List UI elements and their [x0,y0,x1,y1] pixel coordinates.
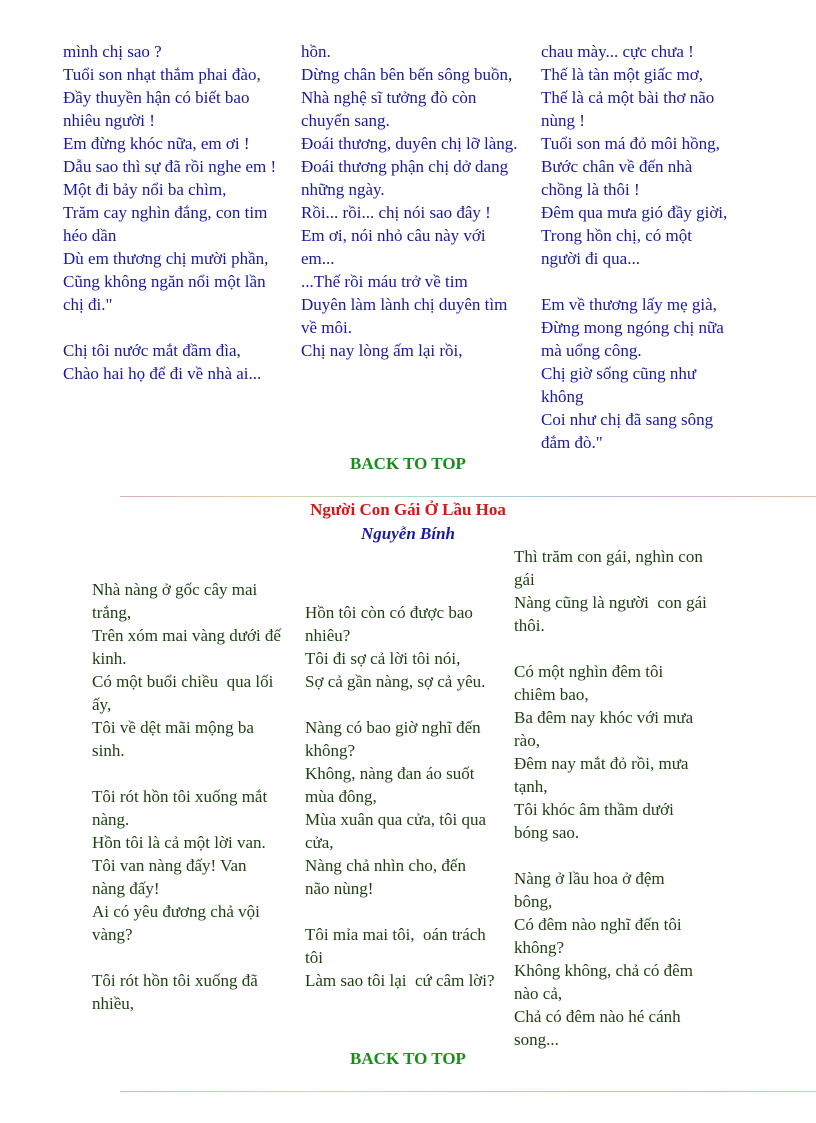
poem-column-1: mình chị sao ? Tuổi son nhạt thắm phai đào, Đầy thuyền hận có biết bao nhiêu người ! Em đừng khóc nữa, em ơi ! Dẫu sao thì sự đã rồi nghe em ! Một đi bảy nổi ba chìm, Trăm cay nghìn đắng, con tim héo dần Dù em thương chị mười phần, Cũng không ngăn nổi một lần chị đi." Chị tôi nước mắt đầm đìa, Chào hai họ để đi về nhà ai... [63,42,277,383]
poem-column-3: Thì trăm con gái, nghìn con gái Nàng cũng là người con gái thôi. Có một nghìn đêm tôi chiêm bao, Ba đêm nay khóc với mưa rào, Đêm nay mắt đỏ rồi, mưa tạnh, Tôi khóc âm thầm dưới bóng sao. Nàng ở lầu hoa ở đệm bông, Có đêm nào nghĩ đến tôi không? Không không, chả có đêm nào cả, Chả có đêm nào hé cánh song... [514,547,707,1049]
poem-column-2: hồn. Dừng chân bên bến sông buồn, Nhà nghệ sĩ tưởng đò còn chuyến sang. Đoái thương, duyên chị lỡ làng. Đoái thương phận chị dở dang những ngày. Rồi... rồi... chị nói sao đây ! Em ơi, nói nhỏ câu này với em... ...Thế rồi máu trở về tim Duyên làm lành chị duyên tìm về môi. Chị nay lòng ấm lại rồi, [301,42,518,360]
poem-column-3: chau mày... cực chưa ! Thế là tàn một giấc mơ, Thế là cả một bài thơ não nùng ! Tuổi son má đỏ môi hồng, Bước chân về đến nhà chồng là thôi ! Đêm qua mưa gió đầy giời, Trong hồn chị, có một người đi qua... Em về thương lấy mẹ già, Đừng mong ngóng chị nữa mà uổng công. Chị giờ sống cũng như không Coi như chị đã sang sông đắm đò." [541,42,728,452]
divider-line [120,1091,816,1092]
back-to-top-link[interactable]: BACK TO TOP [350,1049,466,1068]
poem-title: Người Con Gái Ở Lầu Hoa [310,500,506,519]
divider-line [120,496,816,497]
poem-column-2: Hồn tôi còn có được bao nhiêu? Tôi đi sợ cả lời tôi nói, Sợ cả gần nàng, sợ cả yêu. Nàng có bao giờ nghĩ đến không? Không, nàng đan áo suốt mùa đông, Mùa xuân qua cửa, tôi qua cửa, Nàng chả nhìn cho, đến não nùng! Tôi mỉa mai tôi, oán trách tôi Làm sao tôi lại cứ câm lời? [305,603,495,990]
poem-author: Nguyễn Bính [361,524,455,543]
back-to-top-link[interactable]: BACK TO TOP [350,454,466,473]
poem-column-1: Nhà nàng ở gốc cây mai trắng, Trên xóm mai vàng dưới đế kinh. Có một buổi chiều qua lối ấy, Tôi về dệt mãi mộng ba sinh. Tôi rót hồn tôi xuống mắt nàng. Hồn tôi là cả một lời van. Tôi van nàng đấy! Van nàng đấy! Ai có yêu đương chả vội vàng? Tôi rót hồn tôi xuống đã nhiều, [92,580,281,1013]
